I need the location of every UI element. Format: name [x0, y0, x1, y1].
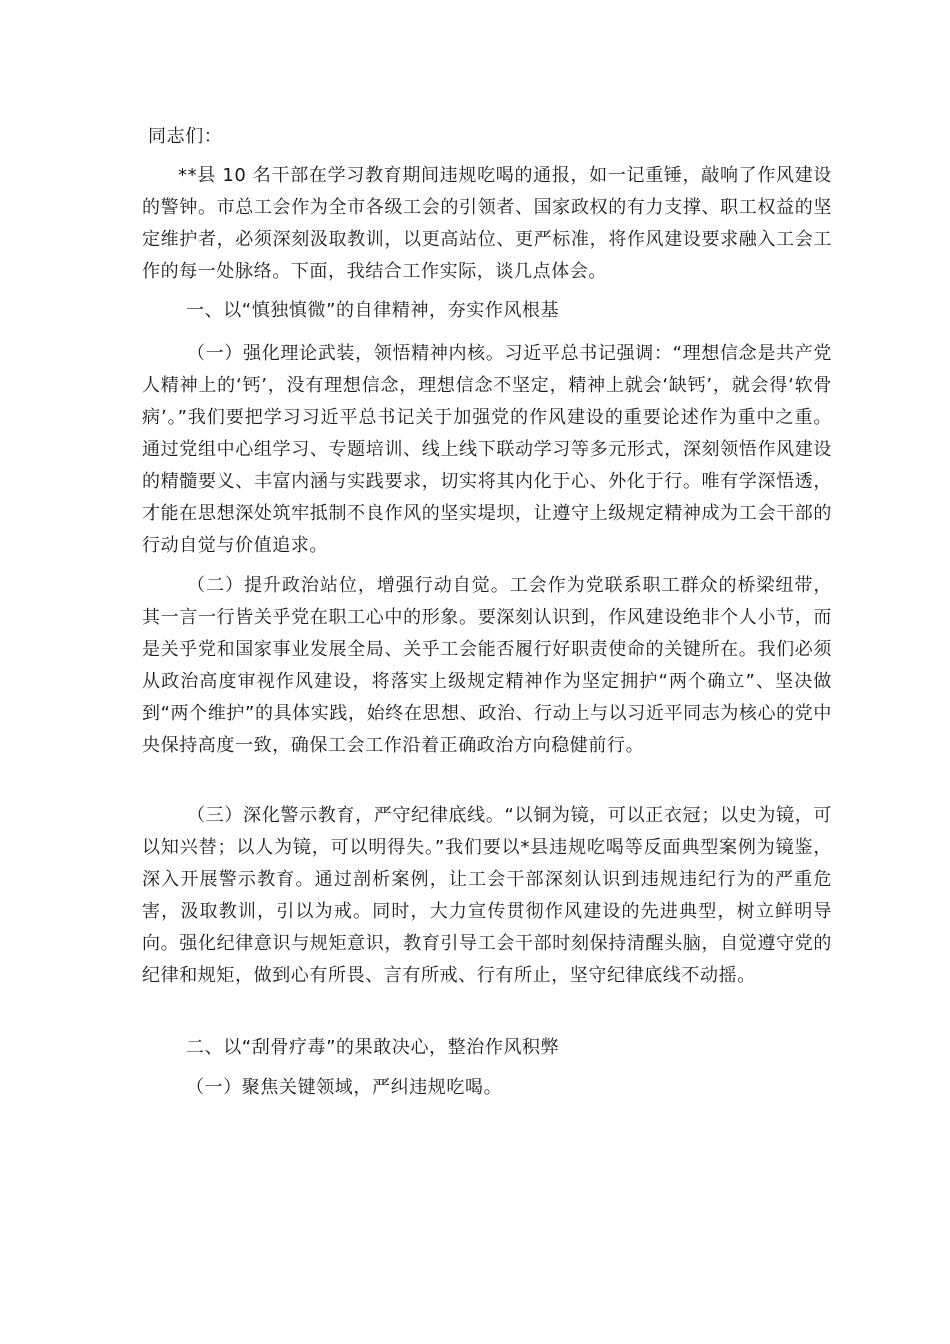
section-1-item-2: （二）提升政治站位，增强行动自觉。工会作为党联系职工群众的桥梁纽带，其一言一行皆关乎党在职工心中的形象。要深刻认识到，作风建设绝非个人小节，而是关乎党和国家事业发展全局、关乎工会能否履行好职责使命的关键所在。我们必须从政治高度审视作风建设，将落实上级规定精神作为坚定拥护“两个确立”、坚决做到“两个维护”的具体实践，始终在思想、政治、行动上与以习近平同志为核心的党中央保持高度一致，确保工会工作沿着正确政治方向稳健前行。 [142, 575, 832, 756]
section-2-item-1: （一）聚焦关键领域，严纠违规吃喝。 [186, 1077, 503, 1098]
greeting: 同志们： [148, 126, 223, 147]
section-1-heading: 一、以“慎独慎微”的自律精神，夯实作风根基 [186, 300, 560, 321]
section-1-item-1: （一）强化理论武装，领悟精神内核。习近平总书记强调：“理想信念是共产党人精神上的‘钙’，没有理想信念，理想信念不坚定，精神上就会‘缺钙’，就会得‘软骨病’。”我们要把学习习近平总书记关于加强党的作风建设的重要论述作为重中之重。通过党组中心组学习、专题培训、线上线下联动学习等多元形式，深刻领悟作风建设的精髓要义、丰富内涵与实践要求，切实将其内化于心、外化于行。唯有学深悟透，才能在思想深处筑牢抵制不良作风的坚实堤坝，让遵守上级规定精神成为工会干部的行动自觉与价值追求。 [142, 343, 832, 556]
section-2-heading: 二、以“刮骨疗毒”的果敢决心，整治作风积弊 [186, 1037, 560, 1058]
section-1-item-3: （三）深化警示教育，严守纪律底线。“以铜为镜，可以正衣冠；以史为镜，可以知兴替；以人为镜，可以明得失。”我们要以*县违规吃喝等反面典型案例为镜鉴，深入开展警示教育。通过剖析案例，让工会干部深刻认识到违规违纪行为的严重危害，汲取教训，引以为戒。同时，大力宣传贯彻作风建设的先进典型，树立鲜明导向。强化纪律意识与规矩意识，教育引导工会干部时刻保持清醒头脑，自觉遵守党的纪律和规矩，做到心有所畏、言有所戒、行有所止，坚守纪律底线不动摇。 [142, 805, 832, 986]
intro-paragraph: **县 10 名干部在学习教育期间违规吃喝的通报，如一记重锤，敲响了作风建设的警钟。市总工会作为全市各级工会的引领者、国家政权的有力支撑、职工权益的坚定维护者，必须深刻汲取教训，以更高站位、更严标准，将作风建设要求融入工会工作的每一处脉络。下面，我结合工作实际，谈几点体会。 [142, 165, 832, 282]
